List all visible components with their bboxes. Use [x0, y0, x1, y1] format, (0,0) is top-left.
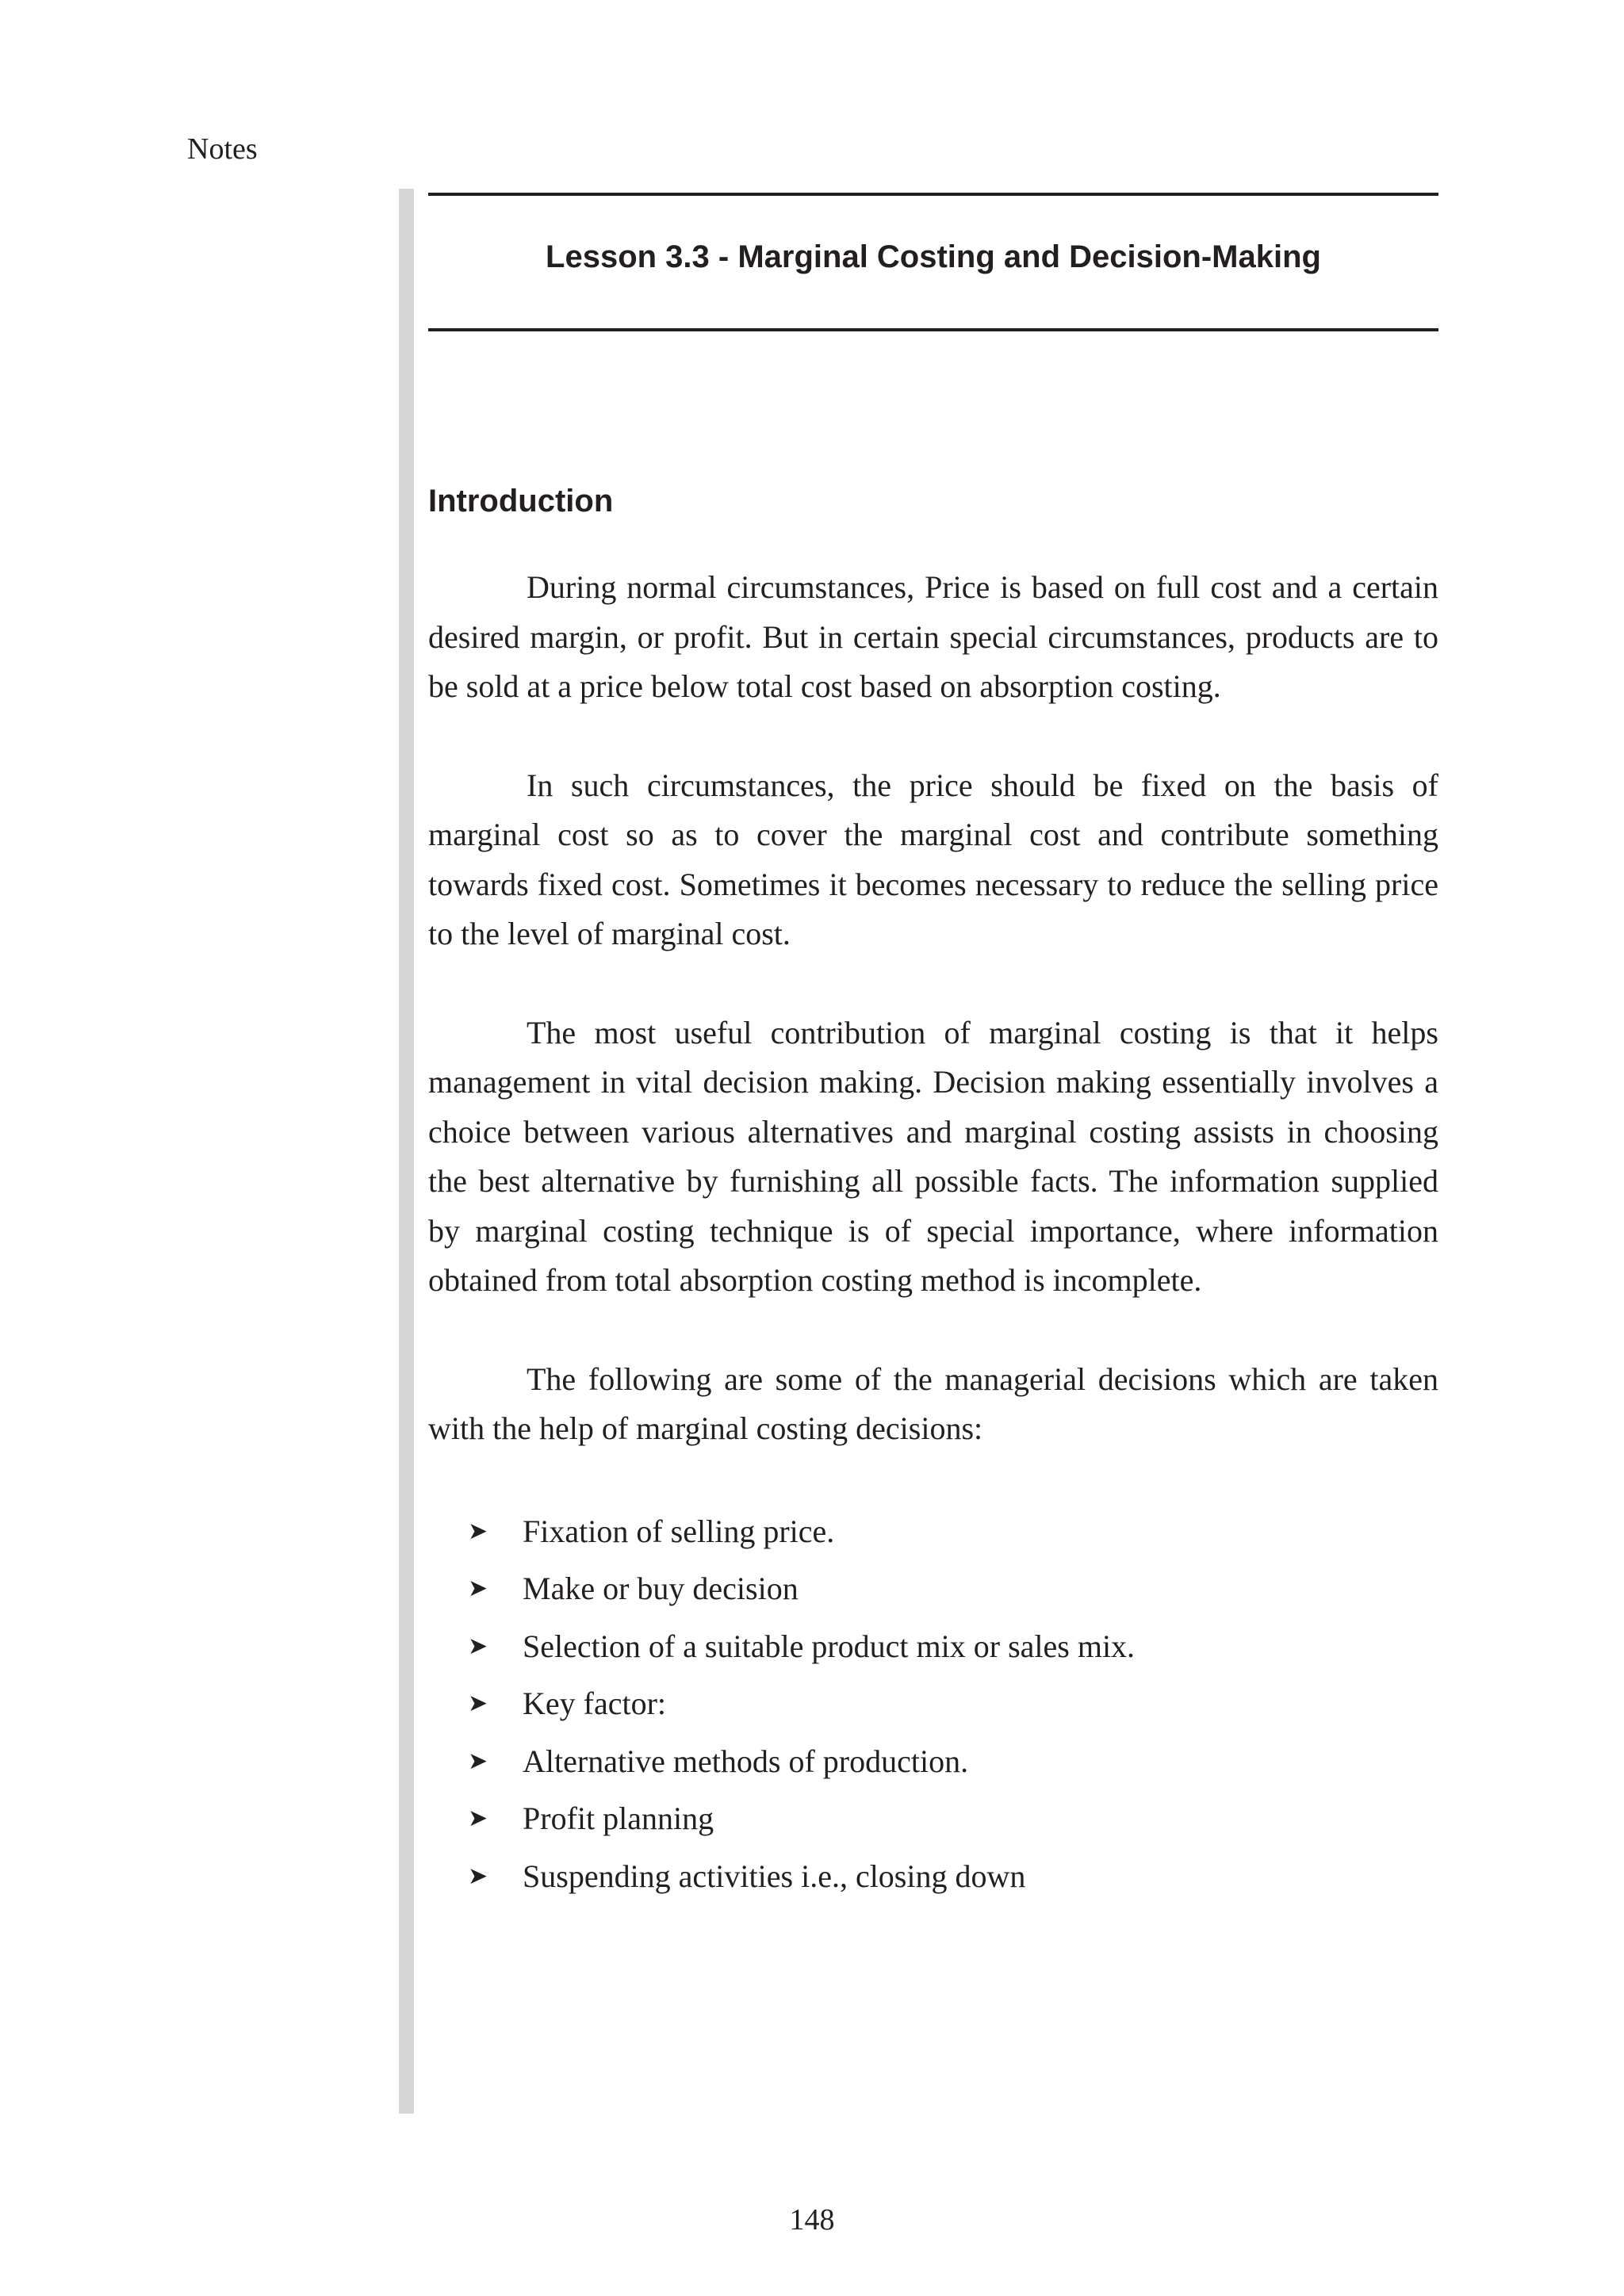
arrowhead-bullet-icon: ➤ — [468, 1804, 488, 1832]
list-item — [428, 1618, 1438, 1676]
decision-list — [428, 1503, 1438, 1906]
section-heading: Introduction — [428, 484, 614, 519]
arrowhead-bullet-icon: ➤ — [468, 1632, 488, 1660]
title-bottom-rule — [428, 328, 1438, 331]
lesson-title: Lesson 3.3 - Marginal Costing and Decision-Making — [546, 239, 1321, 274]
list-item — [428, 1790, 1438, 1848]
list-item-text: Suspending activities i.e., closing down — [523, 1858, 1026, 1894]
list-item-text: Profit planning — [523, 1800, 714, 1836]
list-item-text: Selection of a suitable product mix or sales mix. — [523, 1628, 1136, 1664]
arrowhead-bullet-icon: ➤ — [468, 1689, 488, 1717]
paragraph-3: The most useful contribution of marginal costing is that it helps management in vital decision making. Decision making essentially involves a choice between various alternatives and marginal costing assists in choosing the best alternative by furnishing all possible facts. The information supplied by marginal costing technique is of special importance, where information obtained from total absorption costing method is incomplete. — [428, 1014, 1438, 1298]
list-item — [428, 1503, 1438, 1561]
list-item-text: Fixation of selling price. — [523, 1513, 835, 1549]
title-top-rule — [428, 193, 1438, 196]
arrowhead-bullet-icon: ➤ — [468, 1517, 488, 1545]
list-item — [428, 1675, 1438, 1733]
notes-label: Notes — [187, 132, 258, 166]
arrowhead-bullet-icon: ➤ — [468, 1575, 488, 1602]
page-number: 148 — [789, 2203, 835, 2237]
list-item — [428, 1733, 1438, 1791]
list-item-text: Make or buy decision — [523, 1571, 799, 1606]
lesson-content — [428, 479, 1438, 1905]
arrowhead-bullet-icon: ➤ — [468, 1747, 488, 1775]
list-item — [428, 1848, 1438, 1906]
paragraph-4: The following are some of the managerial decisions which are taken with the help of marginal costing decisions: — [428, 1360, 1438, 1446]
margin-bar — [399, 189, 414, 2114]
list-item-text: Key factor: — [523, 1686, 667, 1721]
paragraph-2: In such circumstances, the price should be fixed on the basis of marginal cost so as to cover the marginal cost and contribute something towards fixed cost. Sometimes it becomes necessary to reduce the selling price to the level of marginal cost. — [428, 767, 1438, 951]
arrowhead-bullet-icon: ➤ — [468, 1862, 488, 1890]
list-item-text: Alternative methods of production. — [523, 1743, 969, 1779]
paragraph-1: During normal circumstances, Price is based on full cost and a certain desired margin, or profit. But in certain special circumstances, products are to be sold at a price below total cost based on absorption costing. — [428, 569, 1438, 704]
list-item — [428, 1560, 1438, 1618]
